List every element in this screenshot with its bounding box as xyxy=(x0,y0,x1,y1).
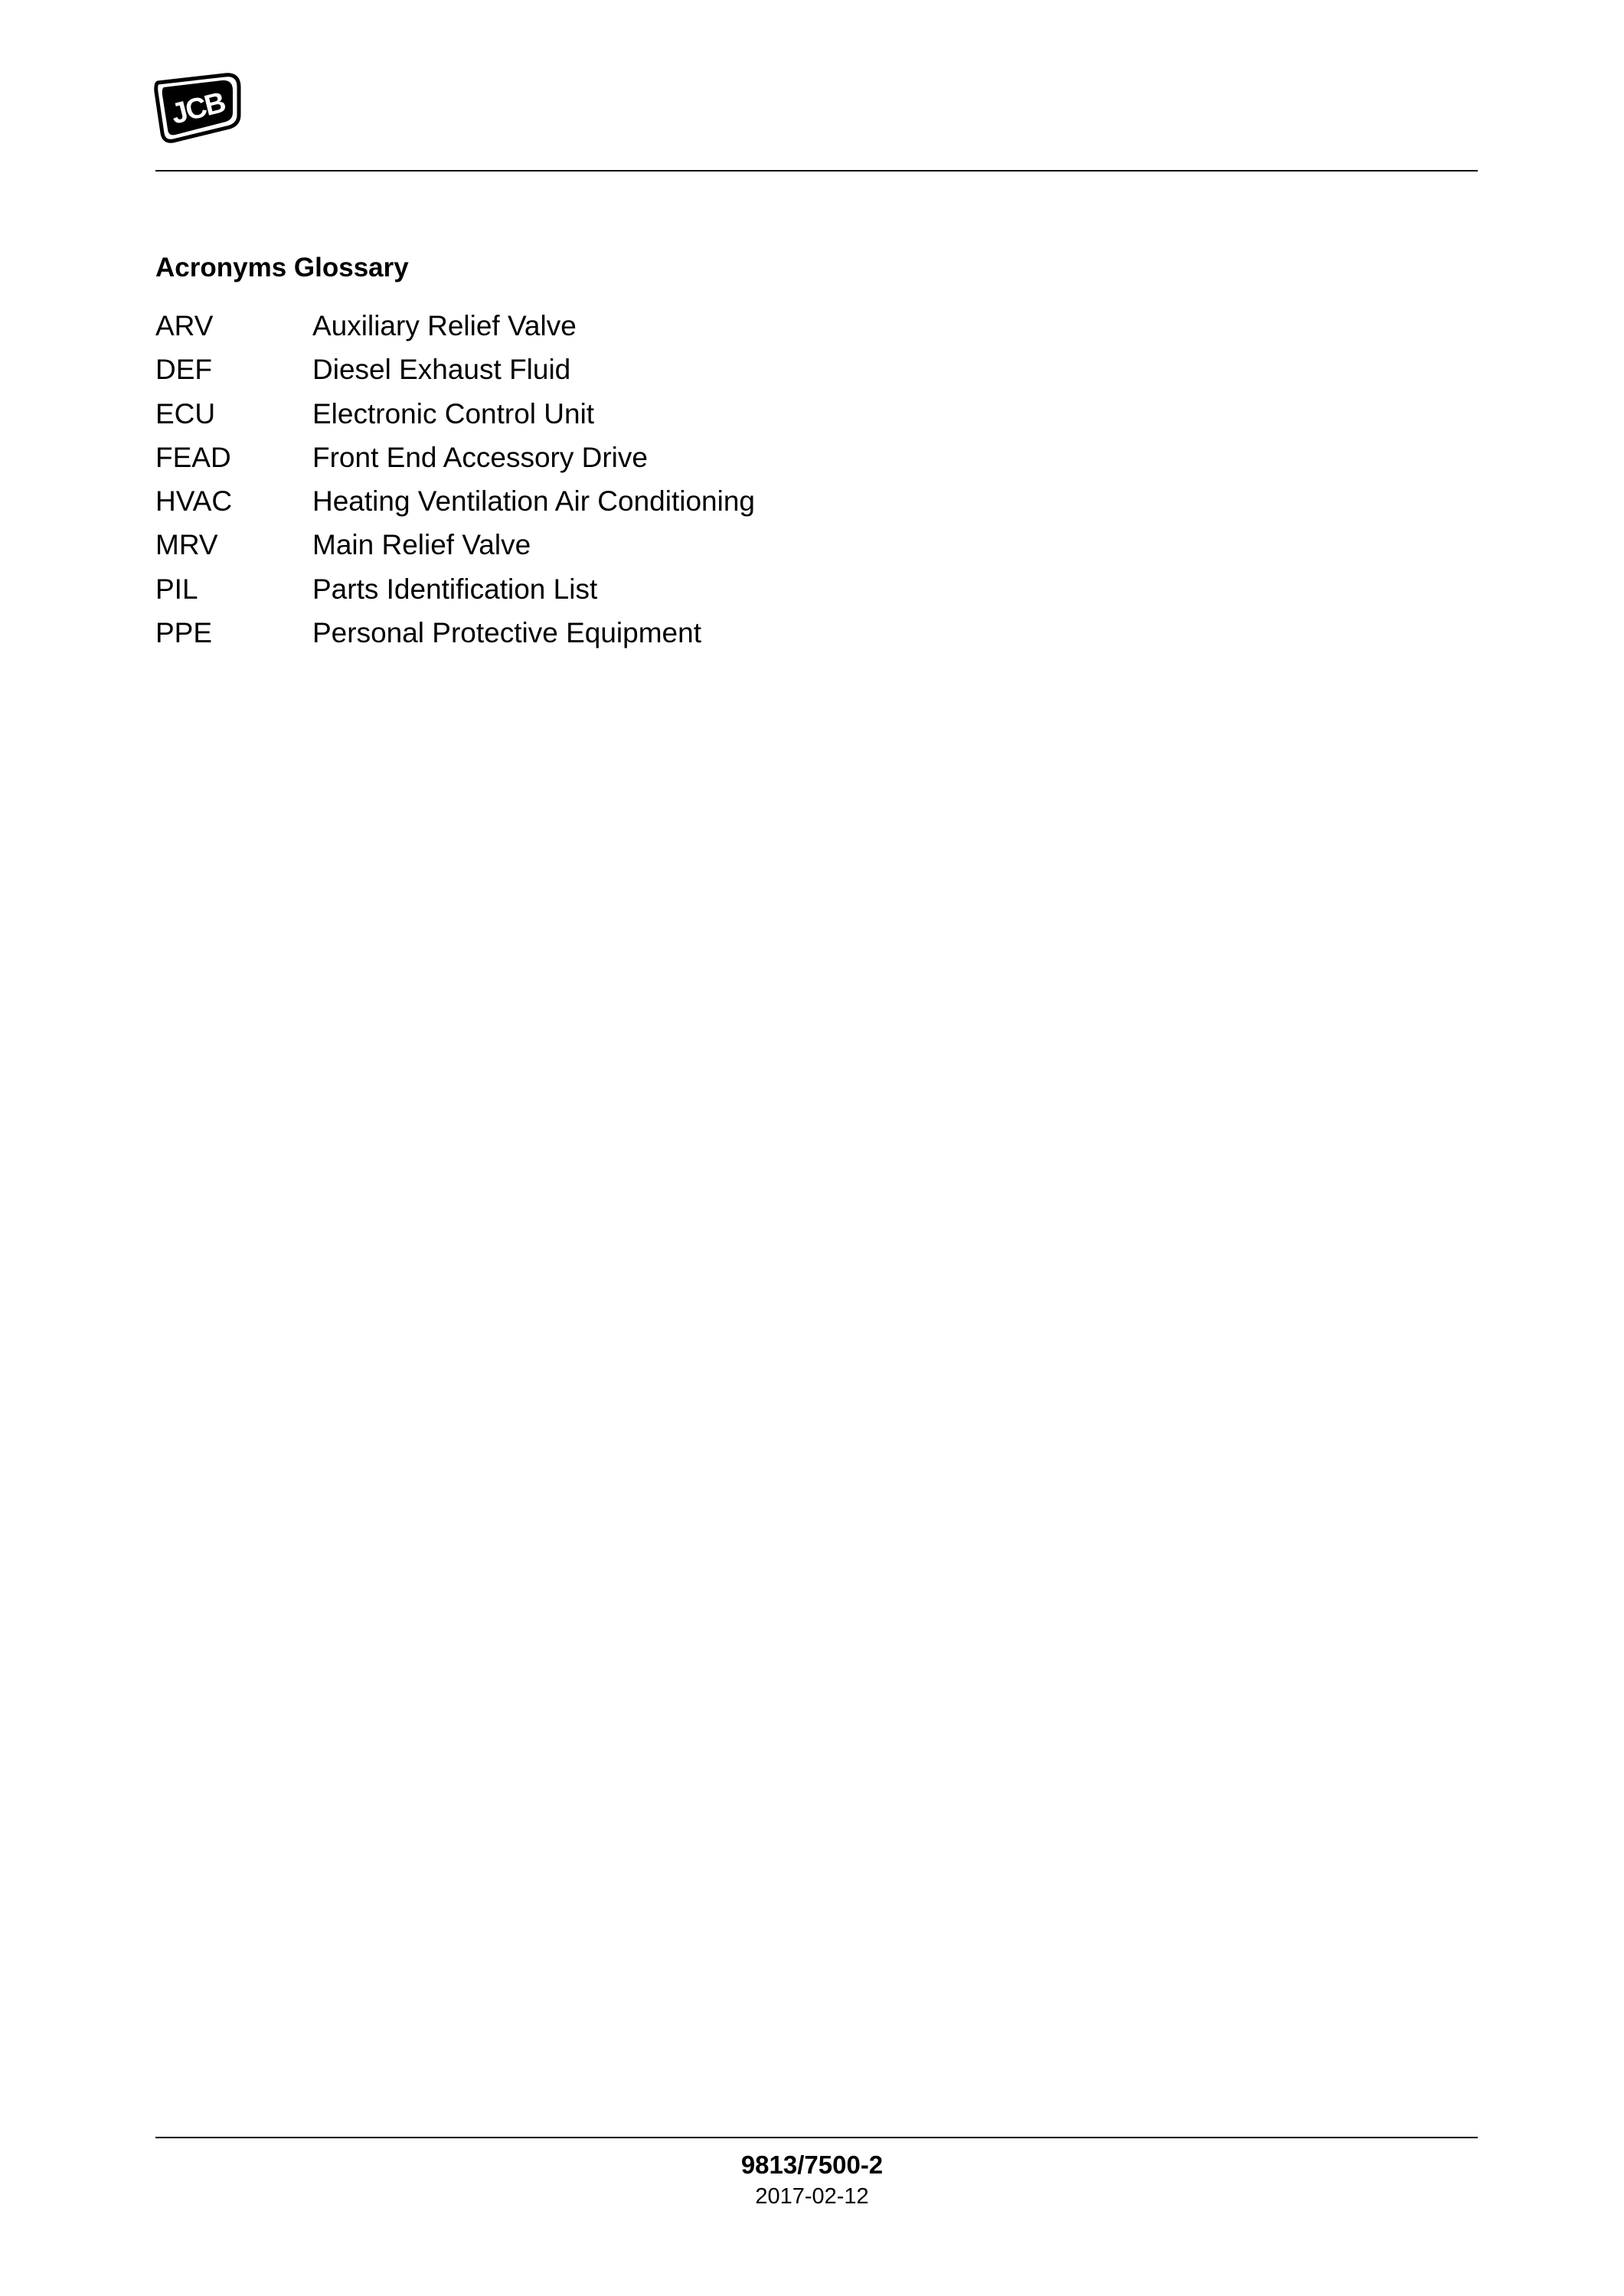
glossary-entry xyxy=(155,616,1074,660)
glossary-definition: Front End Accessory Drive xyxy=(312,441,648,473)
glossary-acronym: HVAC xyxy=(155,485,233,518)
glossary-acronym: PIL xyxy=(155,573,198,605)
glossary-definition: Personal Protective Equipment xyxy=(312,617,701,649)
glossary-definition: Main Relief Valve xyxy=(312,529,531,561)
glossary-entry xyxy=(155,397,1074,441)
glossary-acronym: MRV xyxy=(155,529,218,561)
document-number: 9813/7500-2 xyxy=(740,2151,884,2179)
glossary-acronym: ECU xyxy=(155,397,216,429)
glossary-definition: Parts Identification List xyxy=(312,573,598,605)
glossary-entry xyxy=(155,485,1074,528)
glossary-entry xyxy=(155,573,1074,616)
glossary-definition: Diesel Exhaust Fluid xyxy=(312,354,571,386)
glossary-entry xyxy=(155,441,1074,485)
glossary-definition: Auxiliary Relief Valve xyxy=(312,310,577,341)
glossary-acronym: DEF xyxy=(155,354,212,386)
footer-divider xyxy=(155,2137,1478,2138)
svg-text:JCB: JCB xyxy=(168,87,228,131)
jcb-logo xyxy=(153,70,242,144)
glossary-entry xyxy=(155,309,1074,353)
glossary-definition: Heating Ventilation Air Conditioning xyxy=(312,485,755,518)
glossary-entry xyxy=(155,353,1074,397)
glossary-definition: Electronic Control Unit xyxy=(312,397,595,429)
document-date: 2017-02-12 xyxy=(755,2184,869,2209)
glossary-acronym: ARV xyxy=(155,310,214,341)
glossary-acronym: PPE xyxy=(155,617,213,649)
header-divider xyxy=(155,170,1478,171)
glossary-title: Acronyms Glossary xyxy=(155,253,409,283)
glossary-list xyxy=(155,309,1074,660)
glossary-entry xyxy=(155,528,1074,572)
glossary-acronym: FEAD xyxy=(155,441,231,473)
